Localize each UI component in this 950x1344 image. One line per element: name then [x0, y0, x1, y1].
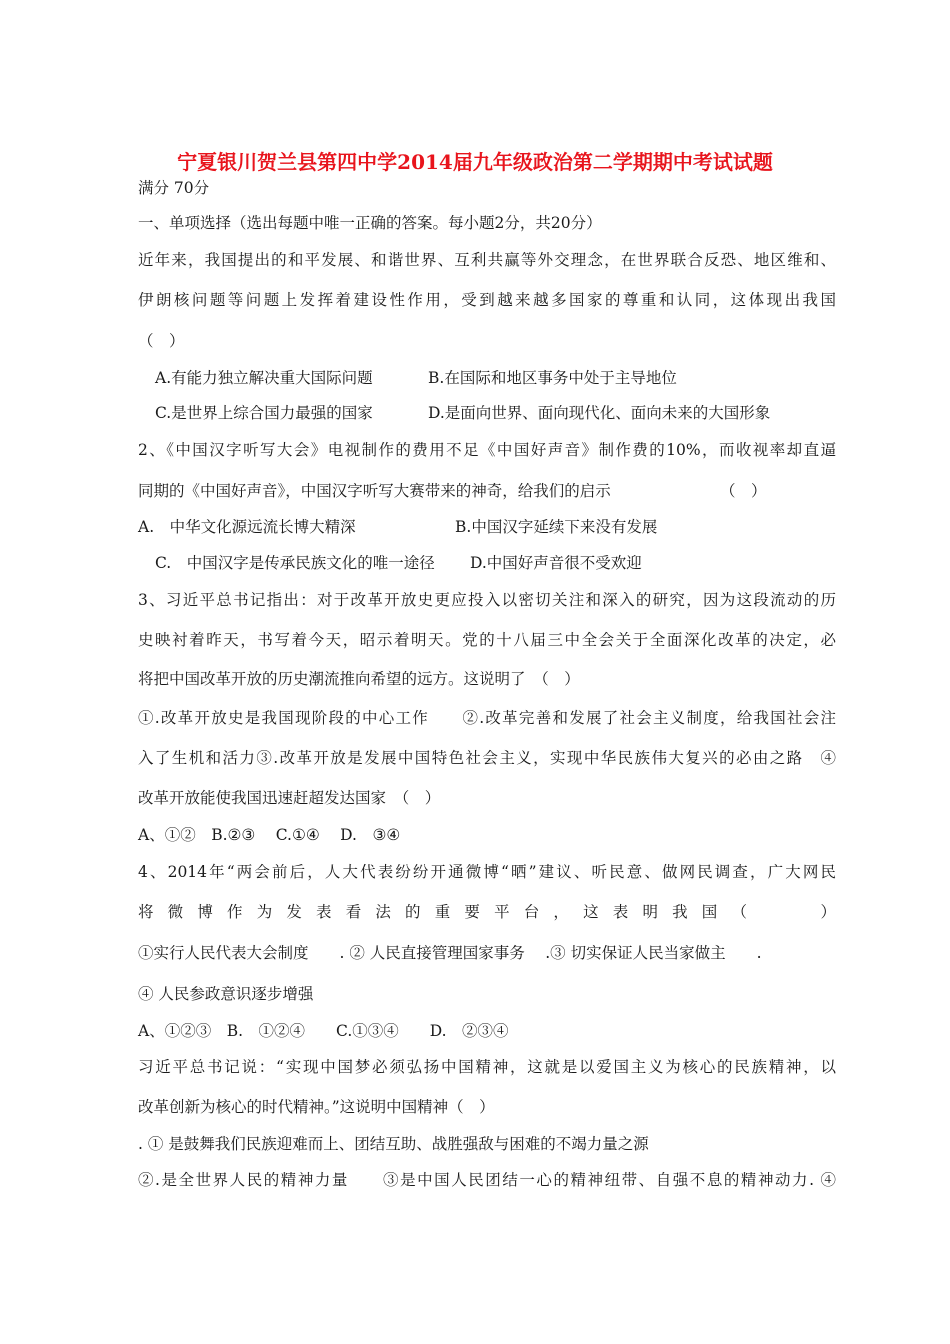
q4-statement-line-2: ④ 人民参政意识逐步增强 — [138, 985, 314, 1003]
q5-statement-line-2: ②.是全世界人民的精神力量 ③是中国人民团结一心的精神纽带、自强不息的精神动力. ④ — [138, 1171, 836, 1189]
q4-stem-line-1: 4、2014年“两会前后，人大代表纷纷开通微博“晒”建议、听民意、做网民调查，广大网民 — [138, 863, 836, 881]
q4-statement-line-1: ①实行人民代表大会制度 . ② 人民直接管理国家事务 .③ 切实保证人民当家做主 . — [138, 944, 762, 962]
q2-option-a: A. 中华文化源远流长博大精深 — [138, 518, 356, 536]
q3-options: A、①② B.②③ C.①④ D. ③④ — [138, 826, 401, 844]
q3-stem-line-1: 3、习近平总书记指出：对于改革开放史更应投入以密切关注和深入的研究，因为这段流动的历 — [138, 591, 836, 609]
total-score: 满分 70分 — [138, 179, 210, 197]
q1-option-a: A.有能力独立解决重大国际问题 — [155, 369, 373, 387]
q4-options: A、①②③ B. ①②④ C.①③④ D. ②③④ — [138, 1022, 509, 1040]
q5-stem-line-2: 改革创新为核心的时代精神。”这说明中国精神（ ） — [138, 1098, 495, 1116]
q5-stem-line-1: 习近平总书记说：“实现中国梦必须弘扬中国精神，这就是以爱国主义为核心的民族精神，以 — [138, 1058, 836, 1076]
q2-answer-paren: （ ） — [720, 482, 767, 500]
q1-stem-line-2: 伊朗核问题等问题上发挥着建设性作用，受到越来越多国家的尊重和认同，这体现出我国 — [138, 291, 836, 309]
q2-option-b: B.中国汉字延续下来没有发展 — [455, 518, 658, 536]
q3-statement-line-2: 入了生机和活力③.改革开放是发展中国特色社会主义，实现中华民族伟大复兴的必由之路 ④ — [138, 749, 836, 767]
section-heading: 一、单项选择（选出每题中唯一正确的答案。每小题2分，共20分） — [138, 214, 602, 232]
q2-option-d: D.中国好声音很不受欢迎 — [470, 554, 642, 572]
q1-option-d: D.是面向世界、面向现代化、面向未来的大国形象 — [428, 404, 771, 422]
q3-statement-line-3: 改革开放能使我国迅速赶超发达国家 （ ） — [138, 789, 441, 807]
q1-answer-paren: （ ） — [138, 332, 185, 350]
q3-stem-line-3: 将把中国改革开放的历史潮流推向希望的远方。这说明了 （ ） — [138, 670, 580, 688]
q3-stem-line-2: 史映衬着昨天，书写着今天，昭示着明天。党的十八届三中全会关于全面深化改革的决定，必 — [138, 631, 836, 649]
q1-option-c: C.是世界上综合国力最强的国家 — [155, 404, 373, 422]
q2-stem-line-1: 2、《中国汉字听写大会》电视制作的费用不足《中国好声音》制作费的10%，而收视率却直逼 — [138, 441, 836, 459]
q3-statement-line-1: ①.改革开放史是我国现阶段的中心工作 ②.改革完善和发展了社会主义制度，给我国社会注 — [138, 709, 836, 727]
q2-stem-line-2: 同期的《中国好声音》，中国汉字听写大赛带来的神奇，给我们的启示 — [138, 482, 611, 500]
q2-option-c: C. 中国汉字是传承民族文化的唯一途径 — [155, 554, 435, 572]
q1-option-b: B.在国际和地区事务中处于主导地位 — [428, 369, 677, 387]
exam-title: 宁夏银川贺兰县第四中学2014届九年级政治第二学期期中考试试题 — [177, 150, 773, 174]
q4-stem-line-2: 将微博作为发表看法的重要平台，这表明我国（ ） — [138, 903, 836, 921]
q5-statement-line-1: . ① 是鼓舞我们民族迎难而上、团结互助、战胜强敌与困难的不竭力量之源 — [138, 1135, 649, 1153]
q1-stem-line-1: 近年来，我国提出的和平发展、和谐世界、互利共赢等外交理念，在世界联合反恐、地区维和、 — [138, 251, 836, 269]
